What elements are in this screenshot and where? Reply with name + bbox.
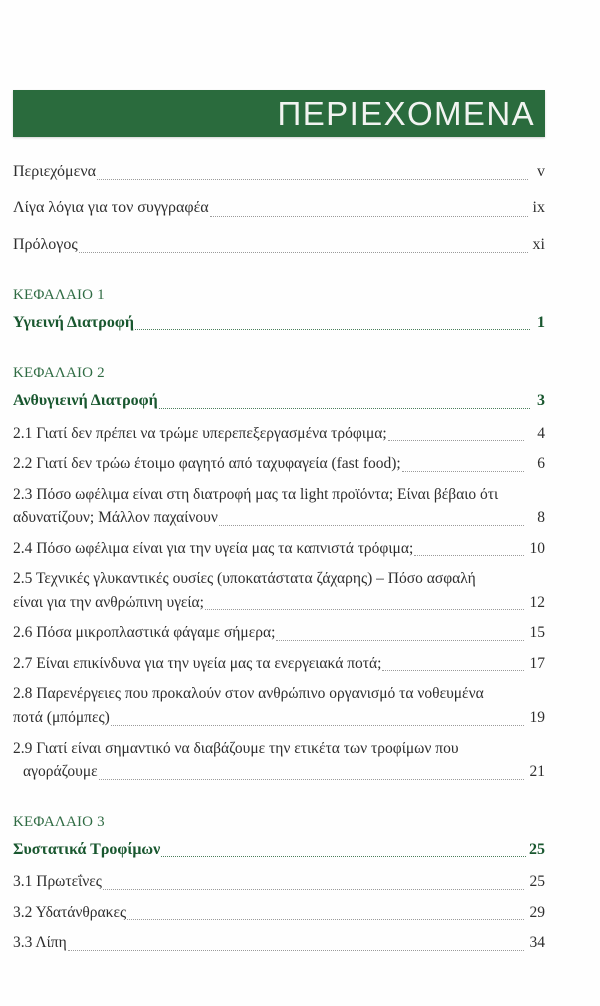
- chapter-title: Υγιεινή Διατροφή: [13, 313, 134, 331]
- toc-entry-label-line1: 2.3 Πόσο ωφέλιμα είναι στη διατροφή μας τα light προϊόντα; Είναι βέβαιο ότι: [13, 485, 499, 503]
- toc-entry-page-number: 21: [529, 763, 545, 781]
- toc-entry-page-number: ix: [532, 199, 545, 217]
- toc-subsection-entry[interactable]: [13, 870, 545, 894]
- chapter-kicker: ΚΕΦΑΛΑΙΟ 3: [13, 813, 105, 830]
- dot-leader: [99, 779, 524, 780]
- toc-subsection-entry[interactable]: [13, 452, 545, 476]
- toc-front-matter-entry[interactable]: [13, 160, 545, 184]
- toc-front-matter-entry[interactable]: [13, 233, 545, 257]
- toc-entry-page-number: 17: [529, 654, 545, 672]
- toc-entry-label-line1: 2.9 Γιατί είναι σημαντικό να διαβάζουμε την ετικέτα των τροφίμων που: [13, 739, 459, 757]
- dot-leader: [382, 670, 524, 671]
- chapter-title: Ανθυγιεινή Διατροφή: [13, 392, 158, 410]
- toc-entry-page-number: 25: [529, 872, 545, 890]
- dot-leader: [135, 329, 530, 330]
- toc-entry-label: 2.7 Είναι επικίνδυνα για την υγεία μας τα ενεργειακά ποτά;: [13, 654, 382, 672]
- toc-entry-label-line2: αδυνατίζουν; Μάλλον παχαίνουν: [13, 509, 218, 527]
- dot-leader: [388, 440, 524, 441]
- toc-front-matter-entry[interactable]: [13, 196, 545, 220]
- chapter-page-number: 3: [537, 392, 545, 410]
- toc-entry-label-line2: αγοράζουμε: [23, 763, 98, 781]
- toc-subsection-entry[interactable]: [13, 931, 545, 955]
- dot-leader: [161, 856, 526, 857]
- dot-leader: [127, 919, 524, 920]
- toc-subsection-entry[interactable]: [13, 483, 545, 530]
- toc-chapter-group: [13, 365, 545, 783]
- toc-entry-line2: [13, 706, 545, 730]
- toc-entry-line2: [13, 760, 545, 784]
- toc-subsection-entry[interactable]: [13, 682, 545, 729]
- dot-leader: [219, 525, 524, 526]
- dot-leader: [159, 408, 530, 409]
- page-title: ΠΕΡΙΕΧΟΜΕΝΑ: [277, 95, 535, 132]
- toc-entry-label: 2.2 Γιατί δεν τρώω έτοιμο φαγητό από ταχυφαγεία (fast food);: [13, 455, 401, 473]
- toc-entry-page-number: 12: [529, 593, 545, 611]
- chapter-page-number: 25: [529, 840, 545, 858]
- toc-entry-page-number: 6: [537, 455, 545, 473]
- toc-subsection-entry[interactable]: [13, 652, 545, 676]
- dot-leader: [68, 950, 524, 951]
- toc-chapter-group: [13, 287, 545, 335]
- toc-subsection-entry[interactable]: [13, 537, 545, 561]
- dot-leader: [276, 640, 524, 641]
- dot-leader: [97, 179, 528, 180]
- toc-entry-label: 3.3 Λίπη: [13, 934, 67, 952]
- toc-entry-page-number: 4: [537, 424, 545, 442]
- toc-entry-label-line1: 2.5 Τεχνικές γλυκαντικές ουσίες (υποκατάστατα ζάχαρης) – Πόσο ασφαλή: [13, 570, 476, 588]
- toc-subsection-entry[interactable]: [13, 901, 545, 925]
- toc-entry-line2: [13, 591, 545, 615]
- toc-entry-label: 2.1 Γιατί δεν πρέπει να τρώμε υπερεπεξεργασμένα τρόφιμα;: [13, 424, 387, 442]
- chapter-kicker: ΚΕΦΑΛΑΙΟ 1: [13, 286, 105, 303]
- toc-entry-label: Πρόλογος: [13, 235, 78, 253]
- chapter-page-number: 1: [537, 313, 545, 331]
- table-of-contents: [13, 160, 545, 962]
- toc-entry-page-number: 10: [529, 539, 545, 557]
- page-header-banner: [13, 90, 545, 137]
- dot-leader: [414, 555, 524, 556]
- toc-entry-page-number: v: [537, 163, 545, 180]
- toc-entry-page-number: 34: [529, 934, 545, 952]
- toc-chapter-entry[interactable]: [13, 838, 545, 862]
- toc-subsection-list: [13, 422, 545, 784]
- front-matter-list: [13, 160, 545, 257]
- dot-leader: [210, 216, 528, 217]
- toc-entry-line2: [13, 506, 545, 530]
- toc-entry-label: 3.1 Πρωτεΐνες: [13, 872, 102, 890]
- toc-entry-label: 3.2 Υδατάνθρακες: [13, 903, 127, 921]
- dot-leader: [111, 725, 524, 726]
- toc-entry-page-number: 29: [529, 903, 545, 921]
- toc-chapter-entry[interactable]: [13, 389, 545, 413]
- toc-entry-page-number: 19: [529, 709, 545, 727]
- chapter-kicker: ΚΕΦΑΛΑΙΟ 2: [13, 365, 105, 382]
- toc-chapter-entry[interactable]: [13, 311, 545, 335]
- toc-entry-label-line1: 2.8 Παρενέργειες που προκαλούν στον ανθρώπινο οργανισμό τα νοθευμένα: [13, 685, 484, 703]
- chapter-list: [13, 287, 545, 955]
- toc-subsection-entry[interactable]: [13, 737, 545, 784]
- toc-entry-page-number: 8: [537, 509, 545, 527]
- dot-leader: [103, 889, 524, 890]
- toc-entry-label-line2: ποτά (μπόμπες): [13, 709, 110, 727]
- toc-subsection-entry[interactable]: [13, 422, 545, 446]
- toc-entry-page-number: xi: [532, 235, 545, 253]
- toc-entry-label: 2.4 Πόσο ωφέλιμα είναι για την υγεία μας τα καπνιστά τρόφιμα;: [13, 539, 414, 557]
- chapter-title: Συστατικά Τροφίμων: [13, 840, 161, 858]
- dot-leader: [205, 609, 524, 610]
- toc-subsection-list: [13, 870, 545, 955]
- toc-chapter-group: [13, 814, 545, 955]
- dot-leader: [79, 252, 528, 253]
- toc-entry-label-line2: είναι για την ανθρώπινη υγεία;: [13, 593, 204, 611]
- toc-subsection-entry[interactable]: [13, 621, 545, 645]
- toc-entry-page-number: 15: [529, 624, 545, 642]
- dot-leader: [402, 471, 524, 472]
- toc-subsection-entry[interactable]: [13, 567, 545, 614]
- toc-entry-label: 2.6 Πόσα μικροπλαστικά φάγαμε σήμερα;: [13, 624, 276, 642]
- toc-entry-label: Λίγα λόγια για τον συγγραφέα: [13, 199, 209, 217]
- toc-entry-label: Περιεχόμενα: [13, 163, 96, 180]
